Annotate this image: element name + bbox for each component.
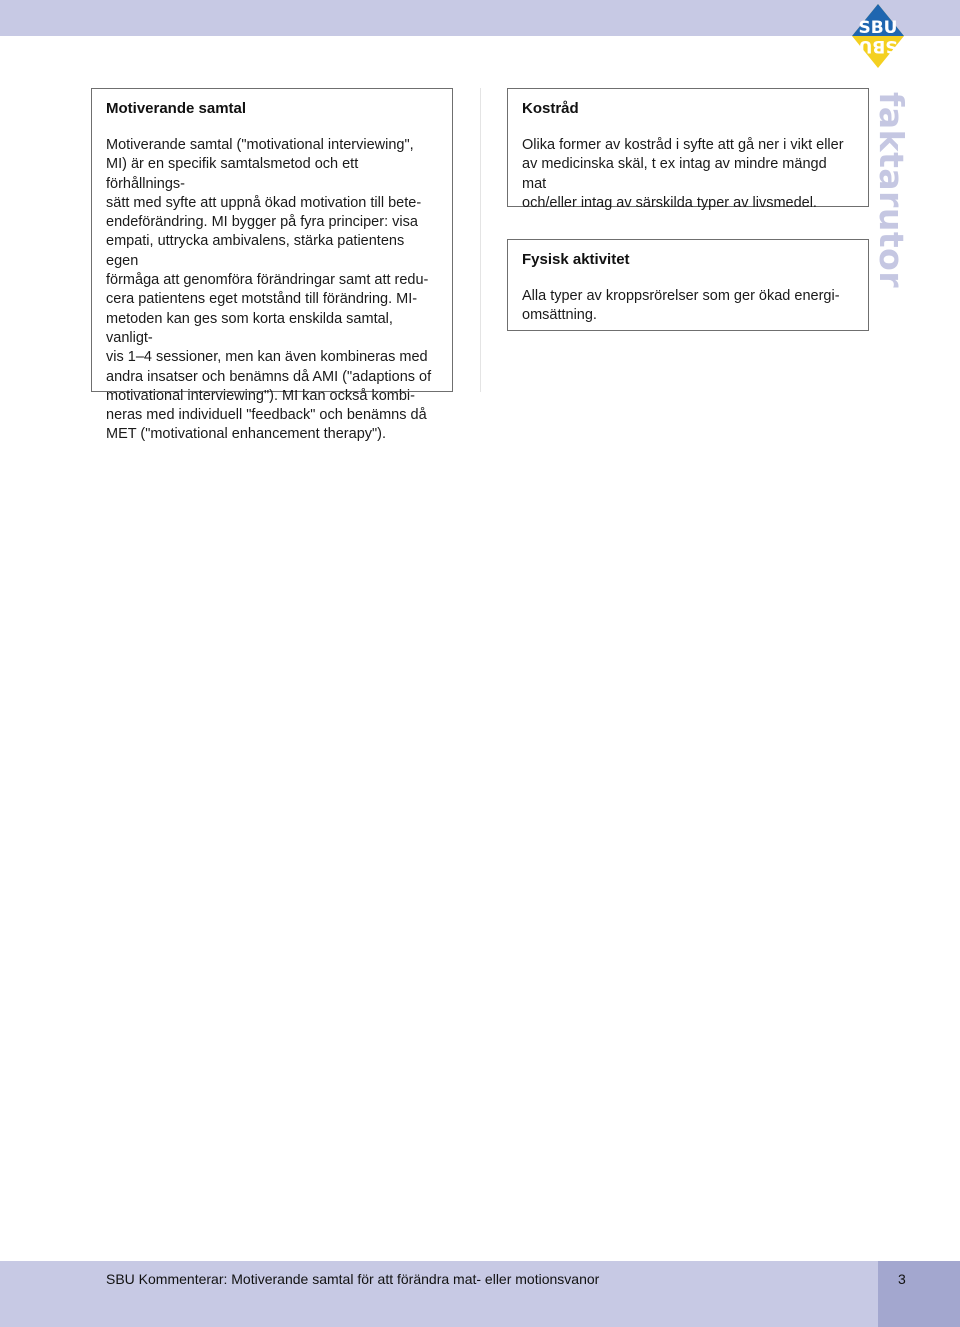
text-line: MET ("motivational enhancement therapy"). xyxy=(106,426,387,443)
page-number: 3 xyxy=(898,1271,906,1287)
text-line: sätt med syfte att uppnå ökad motivation till bete- xyxy=(106,194,422,211)
factbox-title: Kostråd xyxy=(522,100,579,117)
text-line: endeförändring. MI bygger på fyra principer: visa xyxy=(106,214,418,231)
logo-text-bottom: SBU xyxy=(858,36,898,56)
footer-page-band xyxy=(878,1261,960,1327)
text-line: av medicinska skäl, t ex intag av mindre mängd mat xyxy=(522,156,827,192)
factbox-fysisk-aktivitet xyxy=(507,239,869,331)
factbox-motiverande-samtal xyxy=(91,88,453,443)
text-line: MI) är en specifik samtalsmetod och ett förhållnings- xyxy=(106,156,359,192)
footer-title: SBU Kommenterar: Motiverande samtal för att förändra mat- eller motionsvanor xyxy=(106,1271,600,1287)
text-line: Olika former av kostråd i syfte att gå ner i vikt eller xyxy=(522,137,844,153)
text-line: motivational interviewing"). MI kan också kombi- xyxy=(106,387,415,404)
factbox-body xyxy=(522,136,854,213)
text-line: vis 1–4 sessioner, men kan även kombineras med xyxy=(106,349,428,366)
logo-text-top: SBU xyxy=(858,18,898,38)
text-line: cera patientens eget motstånd till förändring. MI- xyxy=(106,291,418,308)
text-line: Motiverande samtal ("motivational interviewing", xyxy=(106,137,414,153)
sbu-logo-icon xyxy=(848,2,908,72)
factbox-kostrad xyxy=(507,88,869,211)
factbox-body xyxy=(522,287,854,326)
text-line: neras med individuell "feedback" och benämns då xyxy=(106,407,427,424)
text-line: empati, uttrycka ambivalens, stärka patientens egen xyxy=(106,233,405,269)
side-label-text: faktarutor xyxy=(872,92,911,289)
top-band xyxy=(0,0,960,36)
text-line: metoden kan ges som korta enskilda samtal, vanligt- xyxy=(106,310,393,346)
side-label xyxy=(868,92,914,289)
factbox-title: Motiverande samtal xyxy=(106,100,247,117)
column-divider xyxy=(480,88,481,392)
text-line: förmåga att genomföra förändringar samt att redu- xyxy=(106,272,429,289)
factbox-body xyxy=(106,136,438,445)
text-line: omsättning. xyxy=(522,307,597,324)
factbox-title: Fysisk aktivitet xyxy=(522,251,630,268)
sbu-logo xyxy=(848,2,908,72)
text-line: och/eller intag av särskilda typer av livsmedel. xyxy=(522,194,817,211)
text-line: andra insatser och benämns då AMI ("adaptions of xyxy=(106,368,432,385)
text-line: Alla typer av kroppsrörelser som ger ökad energi- xyxy=(522,288,840,304)
